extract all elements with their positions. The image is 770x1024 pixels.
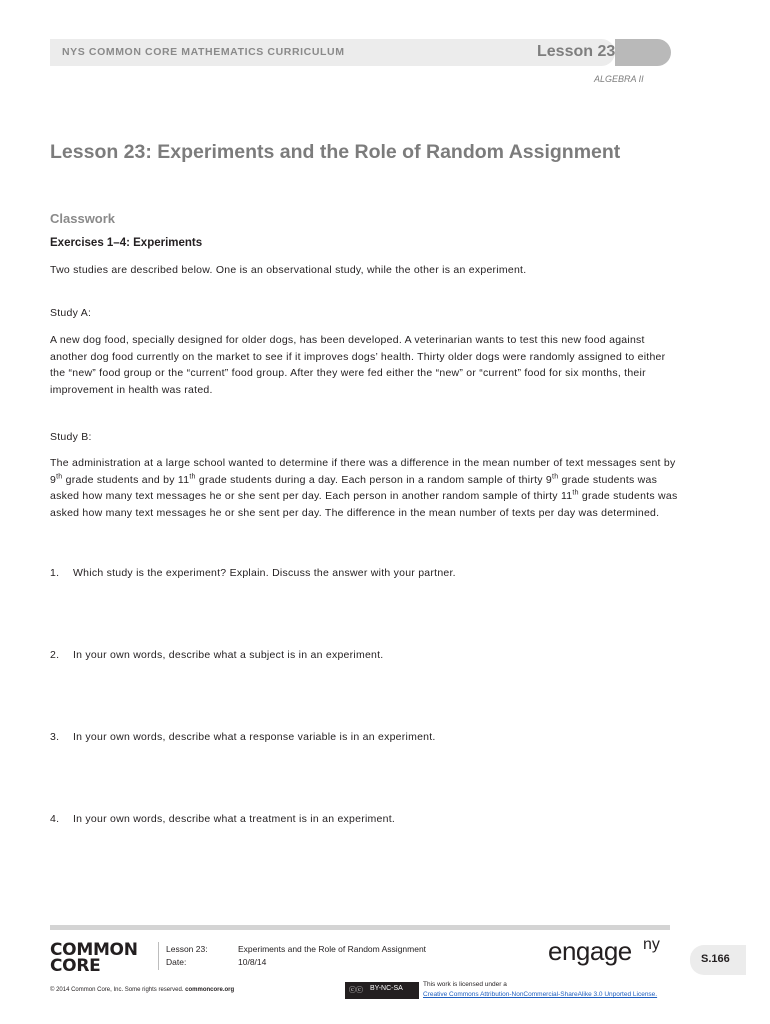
exercises-heading: Exercises 1–4: Experiments xyxy=(50,237,203,249)
footer-date-value: 10/8/14 xyxy=(238,957,267,967)
course-label: ALGEBRA II xyxy=(594,74,644,84)
cc-license-badge[interactable]: ⓒⓒ BY-NC-SA xyxy=(345,982,419,999)
logo-line-1: COMMON xyxy=(50,940,138,960)
question-number: 4. xyxy=(50,813,60,825)
engageny-logo: engage xyxy=(548,936,632,966)
question-number: 3. xyxy=(50,731,60,743)
copyright-text: © 2014 Common Core, Inc. Some rights reserved. commoncore.org xyxy=(50,987,235,993)
intro-text: Two studies are described below. One is an observational study, while the other is an experiment. xyxy=(50,264,527,276)
page-title: Lesson 23: Experiments and the Role of Random Assignment xyxy=(50,141,621,163)
license-link[interactable]: Creative Commons Attribution-NonCommercial-ShareAlike 3.0 Unported License. xyxy=(423,991,658,998)
engageny-logo-ny: ny xyxy=(643,936,660,953)
footer-lesson-label: Lesson 23: xyxy=(166,944,208,954)
study-b-label: Study B: xyxy=(50,431,92,443)
question-number: 1. xyxy=(50,567,60,579)
logo-line-2: CORE xyxy=(50,956,101,976)
header-banner-tab xyxy=(615,39,671,66)
cc-icon: ⓒⓒ xyxy=(349,987,363,994)
footer-date-label: Date: xyxy=(166,957,187,967)
page-number: S.166 xyxy=(701,953,730,965)
question-text: Which study is the experiment? Explain. Discuss the answer with your partner. xyxy=(73,567,456,579)
footer-divider xyxy=(158,942,159,970)
question-text: In your own words, describe what a treatment is in an experiment. xyxy=(73,813,396,825)
study-a-label: Study A: xyxy=(50,307,92,319)
question-text: In your own words, describe what a subject is in an experiment. xyxy=(73,649,384,661)
footer-rule xyxy=(50,925,670,930)
license-text: This work is licensed under a xyxy=(423,981,507,988)
question-number: 2. xyxy=(50,649,60,661)
question-text: In your own words, describe what a response variable is in an experiment. xyxy=(73,731,436,743)
common-core-logo xyxy=(50,942,142,974)
curriculum-label: NYS COMMON CORE MATHEMATICS CURRICULUM xyxy=(62,46,345,58)
section-heading: Classwork xyxy=(50,211,116,226)
study-a-text: A new dog food, specially designed for older dogs, has been developed. A veterinarian wants to test this new food against another dog food currently on the market to see if it improves dogs’ health. Thirty older dogs were randomly assigned to either the “new” food group or the “current” food group. After they were fed either the “new” or “current” food for six months, their improvement in health was rated. xyxy=(50,334,666,396)
footer-lesson-value: Experiments and the Role of Random Assignment xyxy=(238,944,427,954)
header-lesson: Lesson 23 xyxy=(537,43,616,60)
study-b-text: The administration at a large school wanted to determine if there was a difference in the mean number of text messages sent by 9th grade students and by 11th grade students during a day. Each person in a random sample of thirty 9th grade students was asked how many text messages he or she sent per day. Each person in another random sample of thirty 11th grade students was asked how many text messages he or she sent per day. The difference in the mean number of texts per day was determined. xyxy=(50,457,678,519)
